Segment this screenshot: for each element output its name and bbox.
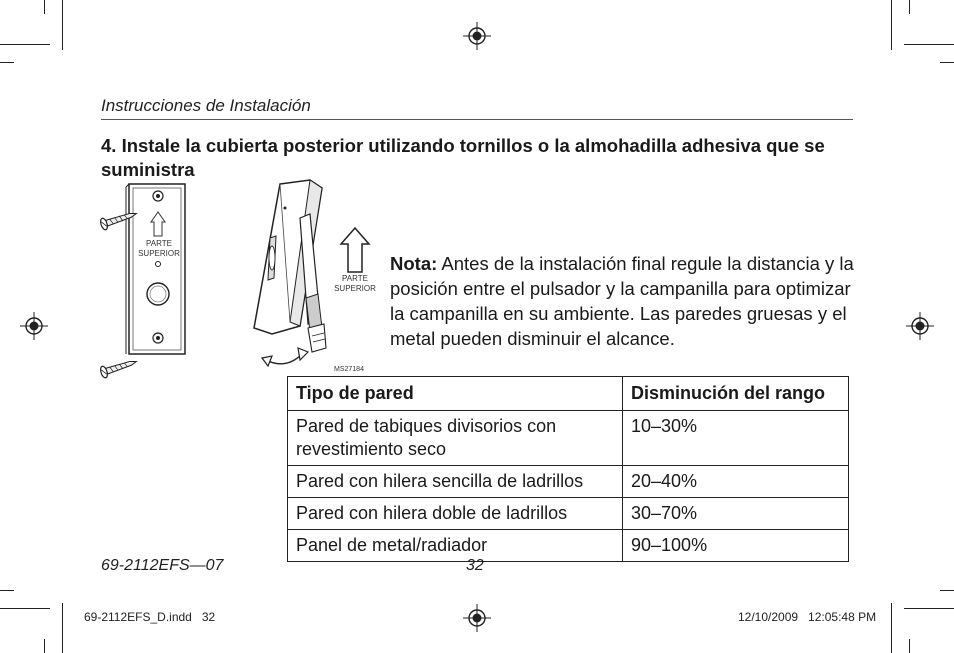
table-row — [288, 466, 849, 498]
back-cover-front-illustration — [96, 180, 196, 380]
crop-mark — [0, 62, 14, 63]
figure-label-top-side — [329, 274, 381, 294]
crop-mark — [909, 0, 910, 14]
document-code: 69-2112EFS—07 — [101, 557, 224, 574]
figure-label-line2: SUPERIOR — [334, 284, 376, 293]
registration-mark-icon — [463, 22, 491, 50]
crop-mark — [0, 590, 14, 591]
range-reduction-cell: 30–70% — [623, 498, 849, 530]
table-row — [288, 498, 849, 530]
wall-type-cell: Panel de metal/radiador — [288, 530, 623, 562]
crop-mark — [62, 0, 63, 50]
pushbutton-side-illustration — [250, 178, 340, 378]
crop-mark — [62, 603, 63, 653]
note-paragraph — [390, 251, 860, 351]
crop-mark — [904, 608, 954, 609]
crop-mark — [891, 603, 892, 653]
range-reduction-table — [287, 376, 849, 562]
crop-mark — [44, 639, 45, 653]
range-reduction-cell: 90–100% — [623, 530, 849, 562]
header-divider — [101, 119, 853, 120]
crop-mark — [904, 44, 954, 45]
figure-label-line1: PARTE — [342, 274, 368, 283]
crop-mark — [940, 62, 954, 63]
table-row — [288, 530, 849, 562]
registration-mark-icon — [20, 312, 48, 340]
page-number: 32 — [466, 557, 484, 574]
note-text: Antes de la instalación final regule la distancia y la posición entre el pulsador y la campanilla para optimizar la campanilla en su ambiente. Las paredes gruesas y el metal pueden disminuir el alcance. — [390, 253, 854, 349]
up-arrow-icon — [338, 226, 372, 274]
column-header-wall-type: Tipo de pared — [288, 377, 623, 411]
slug-timestamp: 12/10/2009 12:05:48 PM — [738, 610, 877, 624]
column-header-range-reduction: Disminución del rango — [623, 377, 849, 411]
registration-mark-icon — [463, 604, 491, 632]
step-heading: 4. Instale la cubierta posterior utilizando tornillos o la almohadilla adhesiva que se suministra — [101, 135, 825, 180]
figure-label-top-front — [134, 239, 184, 259]
crop-mark — [0, 608, 50, 609]
table-row — [288, 411, 849, 466]
crop-mark — [0, 44, 50, 45]
crop-mark — [891, 0, 892, 50]
crop-mark — [940, 590, 954, 591]
wall-type-cell: Pared de tabiques divisorios con revestimiento seco — [288, 411, 623, 466]
range-reduction-cell: 10–30% — [623, 411, 849, 466]
range-reduction-cell: 20–40% — [623, 466, 849, 498]
wall-type-cell: Pared con hilera doble de ladrillos — [288, 498, 623, 530]
figure-label-line2: SUPERIOR — [138, 249, 180, 258]
crop-mark — [44, 0, 45, 14]
note-label: Nota: — [390, 253, 438, 274]
figure-label-line1: PARTE — [146, 239, 172, 248]
wall-type-cell: Pared con hilera sencilla de ladrillos — [288, 466, 623, 498]
header-title: Instrucciones de Instalación — [101, 96, 311, 115]
registration-mark-icon — [906, 312, 934, 340]
figure-code: MS27184 — [334, 366, 364, 373]
slug-filename: 69-2112EFS_D.indd 32 — [84, 610, 216, 624]
table-header-row — [288, 377, 849, 411]
crop-mark — [909, 639, 910, 653]
